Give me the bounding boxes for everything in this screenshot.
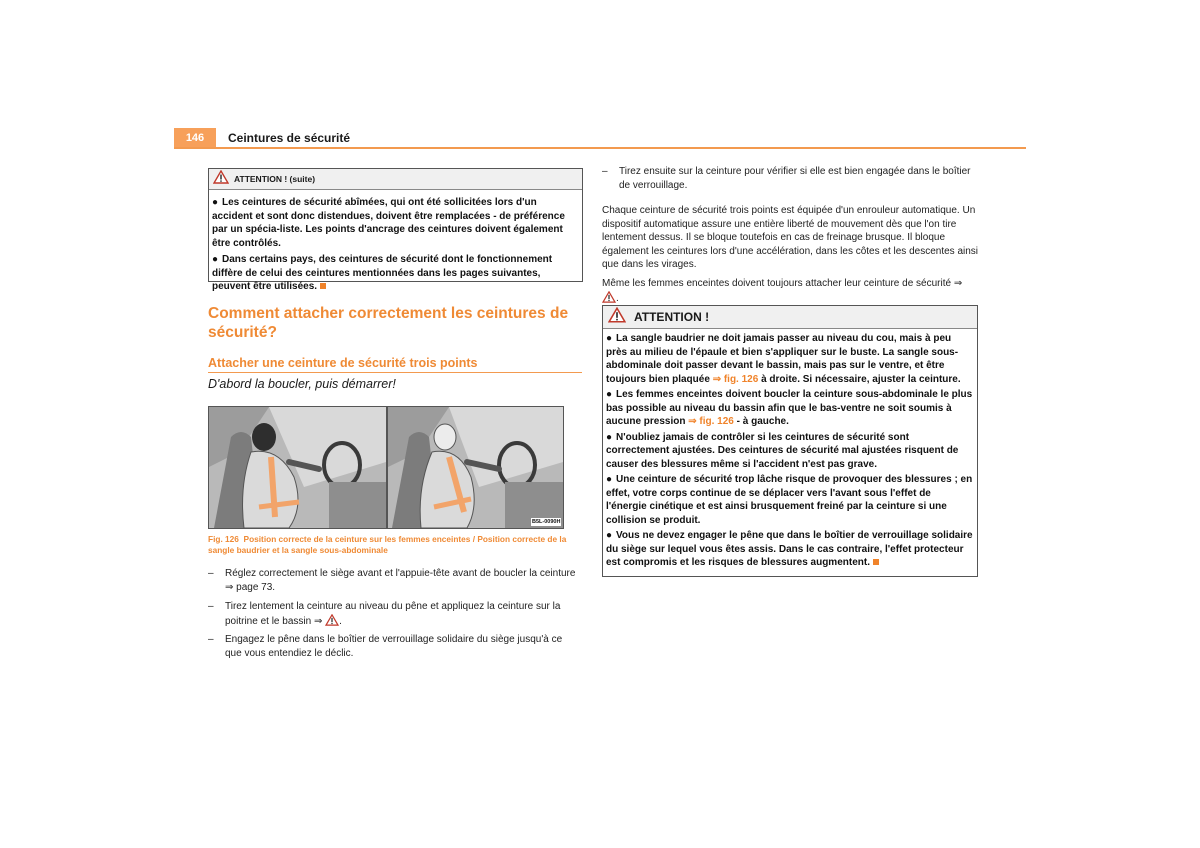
figure-caption-label: Fig. 126: [208, 534, 239, 544]
section-intro: D'abord la boucler, puis démarrer!: [208, 377, 396, 391]
figure-code: B5L-0090H: [532, 519, 561, 525]
running-header-title: Ceintures de sécurité: [228, 131, 351, 145]
warning-triangle-icon: [608, 307, 626, 328]
figure-seatbelt-illustration: [208, 406, 564, 529]
subsection-rule: [208, 372, 582, 373]
paragraph-pregnant: Même les femmes enceintes doivent toujours attacher leur ceinture de sécurité ⇒ .: [602, 277, 978, 307]
paragraph-retractor: Chaque ceinture de sécurité trois points est équipée d'un enrouleur automatique. Un dispositif automatique assure une entière liberté de mouvement dès que l'on tire lentement dessus. Il se bloque toutefois en cas de freinage brusque. Il bloque également les ceintures lors d'une accélération, dans les côtes et les descentes ainsi que dans les virages.: [602, 205, 979, 270]
figure-caption-text: Position correcte de la ceinture sur les femmes enceintes / Position correcte de la sangle baudrier et la sangle sous-abdominale: [208, 534, 567, 555]
warning-header: [603, 306, 977, 329]
end-marker: [873, 559, 879, 565]
warning-heading: ATTENTION !: [634, 310, 710, 324]
figure-caption: [208, 534, 586, 556]
warning-heading: ATTENTION ! (suite): [234, 174, 316, 184]
warning-bullet: ● N'oubliez jamais de contrôler si les ceintures de sécurité sont correctement ajustées. Des ceintures de sécurité mal ajustées risquent de causer des blessures même si l'accident n'est pas grave.: [606, 431, 959, 470]
warning-bullet: ● Une ceinture de sécurité trop lâche risque de provoquer des blessures ; en effet, votre corps continue de se déplacer vers l'avant sous l'effet de l'énergie cinétique et est ainsi brusquement freiné par la ceinture si une collision se produit.: [606, 474, 973, 526]
warning-triangle-icon: [325, 614, 339, 631]
step-item: – Tirez lentement la ceinture au niveau du pêne et appliquez la ceinture sur la poitrine et le bassin ⇒ .: [208, 600, 578, 630]
step-item: – Tirez ensuite sur la ceinture pour vérifier si elle est bien engagée dans le boîtier de verrouillage.: [602, 166, 971, 191]
end-marker: [320, 283, 326, 289]
warning-box: [602, 305, 978, 577]
warning-bullet: ● Les ceintures de sécurité abîmées, qui ont été sollicitées lors d'un accident et sont donc distendues, doivent être remplacées - de préférence par un spécia-liste. Les points d'ancrage des ceintures doivent également être contrôlés.: [212, 197, 565, 249]
warning-bullet: ● La sangle baudrier ne doit jamais passer au niveau du cou, mais à peu près au milieu de l'épaule et bien s'appliquer sur le buste. La sangle sous-abdominale doit passer devant le bassin, mais pas sur le ventre, et être toujours bien plaquée ⇒ fig. 126 à droite. Si nécessaire, ajuster la ceinture.: [606, 333, 961, 385]
header-rule: [174, 147, 1026, 149]
subsection-title: Attacher une ceinture de sécurité trois points: [208, 356, 478, 370]
page-number: 146: [174, 128, 216, 148]
step-item: – Réglez correctement le siège avant et l'appuie-tête avant de boucler la ceinture ⇒ page 73.: [208, 568, 576, 593]
warning-bullet: ● Les femmes enceintes doivent boucler la ceinture sous-abdominale le plus bas possible au niveau du bassin afin que le bas-ventre ne soit soumis à aucune pression ⇒ fig. 126 - à gauche.: [606, 389, 973, 427]
warning-box-continued: [208, 168, 583, 292]
step-item: – Engagez le pêne dans le boîtier de verrouillage solidaire du siège jusqu'à ce que vous entendiez le déclic.: [208, 634, 563, 659]
section-title: Comment attacher correctement les ceintures de sécurité?: [208, 305, 569, 341]
warning-header: [209, 169, 582, 190]
seatbelt-illustration: [209, 407, 563, 528]
warning-triangle-icon: [213, 170, 229, 189]
warning-bullet: ● Dans certains pays, des ceintures de sécurité dont le fonctionnement diffère de celui des ceintures mentionnées dans les pages suivantes, peuvent être utilisées.: [212, 254, 553, 292]
warning-bullet: ● Vous ne devez engager le pêne que dans le boîtier de verrouillage solidaire du siège sur lequel vous êtes assis. Dans le cas contraire, l'effet protecteur est compromis et les risques de blessures augmentent.: [606, 530, 973, 568]
